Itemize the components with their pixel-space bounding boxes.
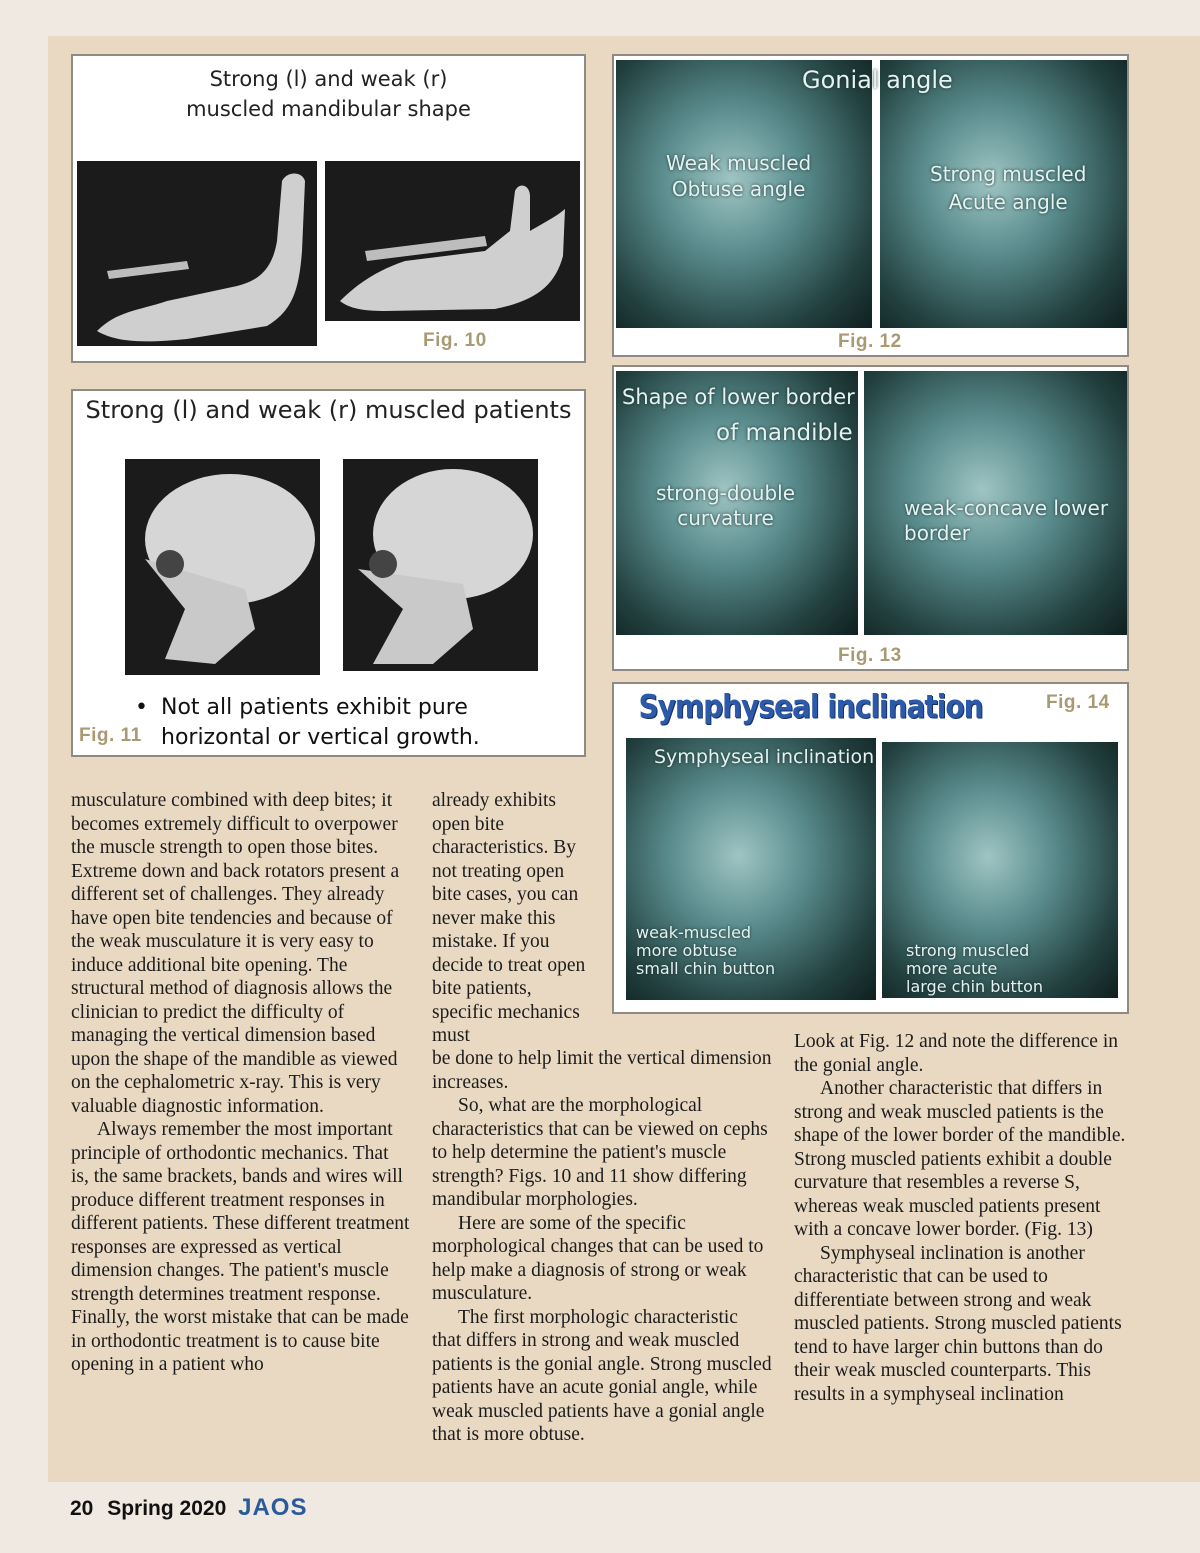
column-2-paragraph-4: The first morphologic characteristic that differs in strong and weak muscled patients is the gonial angle. Strong muscled patients have an acute gonial angle, while weak muscled patients have a gonial angle that is more obtuse. <box>432 1306 772 1445</box>
figure-11 <box>71 389 586 757</box>
column-2-paragraph-3: Here are some of the specific morphological changes that can be used to help make a diagnosis of strong or weak musculature. <box>432 1212 764 1304</box>
weak-skull-image <box>343 459 538 671</box>
figure-14-label: Fig. 14 <box>1046 692 1110 713</box>
page-number: 20 <box>70 1497 94 1520</box>
figure-12 <box>612 54 1129 357</box>
bullet-icon: • <box>135 695 148 720</box>
skull-strong-illustration <box>125 459 320 675</box>
column-2-narrow-text: already exhibits open bite characteristics. By not treating open bite cases, you can never make this mistake. If you decide to treat open bite patients, specific mechanics must <box>432 790 586 1046</box>
figure-11-bullet: • Not all patients exhibit pure horizontal or vertical growth. <box>135 695 480 750</box>
article-column-1 <box>71 789 411 1377</box>
skull-weak-illustration <box>343 459 538 671</box>
page-footer <box>70 1494 307 1522</box>
weak-border-xray <box>864 371 1127 635</box>
figure-13 <box>612 365 1129 671</box>
column-1-paragraph-1: musculature combined with deep bites; it becomes extremely difficult to overpower the muscle strength to open those bites. Extreme down and back rotators present a different set of challenges. They already have open bite tendencies and because of the weak musculature it is very easy to induce additional bite opening. The structural method of diagnosis allows the clinician to predict the difficulty of managing the vertical dimension based upon the shape of the mandible as viewed on the cephalometric x-ray. This is very valuable diagnostic information. <box>71 790 400 1117</box>
strong-mandible-image <box>77 161 317 346</box>
strong-border-xray <box>616 371 858 635</box>
mandible-strong-illustration <box>77 161 317 346</box>
strong-symphysis-caption: strong muscled more acute large chin button <box>906 941 1044 996</box>
weak-symphysis-caption: weak-muscled more obtuse small chin button <box>636 923 776 978</box>
figure-11-label: Fig. 11 <box>79 725 142 746</box>
column-1-paragraph-2: Always remember the most important principle of orthodontic mechanics. That is, the same brackets, bands and wires will produce different treatment responses in different patients. These different treatment responses are expressed as vertical dimension changes. The patient's muscle strength determines treatment response. Finally, the worst mistake that can be made in orthodontic treatment is to cause bite opening in a patient who <box>71 1119 410 1375</box>
column-2-paragraph-2: So, what are the morphological characteristics that can be viewed on cephs to help determine the patient's muscle strength? Figs. 10 and 11 show differing mandibular morphologies. <box>432 1095 768 1210</box>
strong-symphysis-xray <box>882 742 1118 998</box>
column-3-paragraph-3: Symphyseal inclination is another characteristic that can be used to differentiate between strong and weak muscled patients. Strong muscled patients tend to have larger chin buttons than do their weak muscled counterparts. This results in a symphyseal inclination <box>794 1242 1122 1405</box>
strong-skull-image <box>125 459 320 675</box>
strong-border-title: Shape of lower border of mandible <box>622 385 855 446</box>
strong-border-caption: strong-double curvature <box>656 481 796 530</box>
figure-12-label: Fig. 12 <box>838 331 902 352</box>
column-3-paragraph-1: Look at Fig. 12 and note the difference in the gonial angle. <box>794 1031 1119 1076</box>
strong-gonial-xray <box>880 60 1127 328</box>
figure-11-title: Strong (l) and weak (r) muscled patients <box>85 396 572 424</box>
figure-10 <box>71 54 586 363</box>
article-column-3 <box>794 1030 1130 1406</box>
weak-border-caption: weak-concave lower border <box>904 496 1109 545</box>
column-3-paragraph-2: Another characteristic that differs in strong and weak muscled patients is the shape of the lower border of the mandible. Strong muscled patients exhibit a double curvature that resembles a reverse S, whereas weak muscled patients present with a concave lower border. (Fig. 13) <box>794 1078 1126 1240</box>
issue-date: Spring 2020 <box>107 1497 227 1520</box>
weak-mandible-image <box>325 161 580 321</box>
weak-gonial-caption: Weak muscled Obtuse angle <box>666 151 812 201</box>
mandible-weak-illustration <box>325 161 580 321</box>
weak-symphysis-inner-title: Symphyseal inclination <box>654 746 875 768</box>
journal-name: JAOS <box>238 1494 308 1521</box>
figure-10-title: Strong (l) and weak (r) muscled mandibular shape <box>186 67 471 121</box>
gonial-angle-title: Gonial angle <box>802 66 953 94</box>
strong-gonial-caption: Strong muscled Acute angle <box>930 162 1087 214</box>
article-column-2 <box>432 1047 772 1447</box>
figure-13-label: Fig. 13 <box>838 645 902 666</box>
article-column-2-narrow <box>432 789 592 1048</box>
column-2-paragraph-1: be done to help limit the vertical dimension increases. <box>432 1048 772 1093</box>
figure-14 <box>612 682 1129 1014</box>
weak-symphysis-xray <box>626 738 876 1000</box>
weak-gonial-xray <box>616 60 872 328</box>
symphyseal-inclination-title: Symphyseal inclination <box>638 687 983 726</box>
figure-10-label: Fig. 10 <box>423 330 487 351</box>
